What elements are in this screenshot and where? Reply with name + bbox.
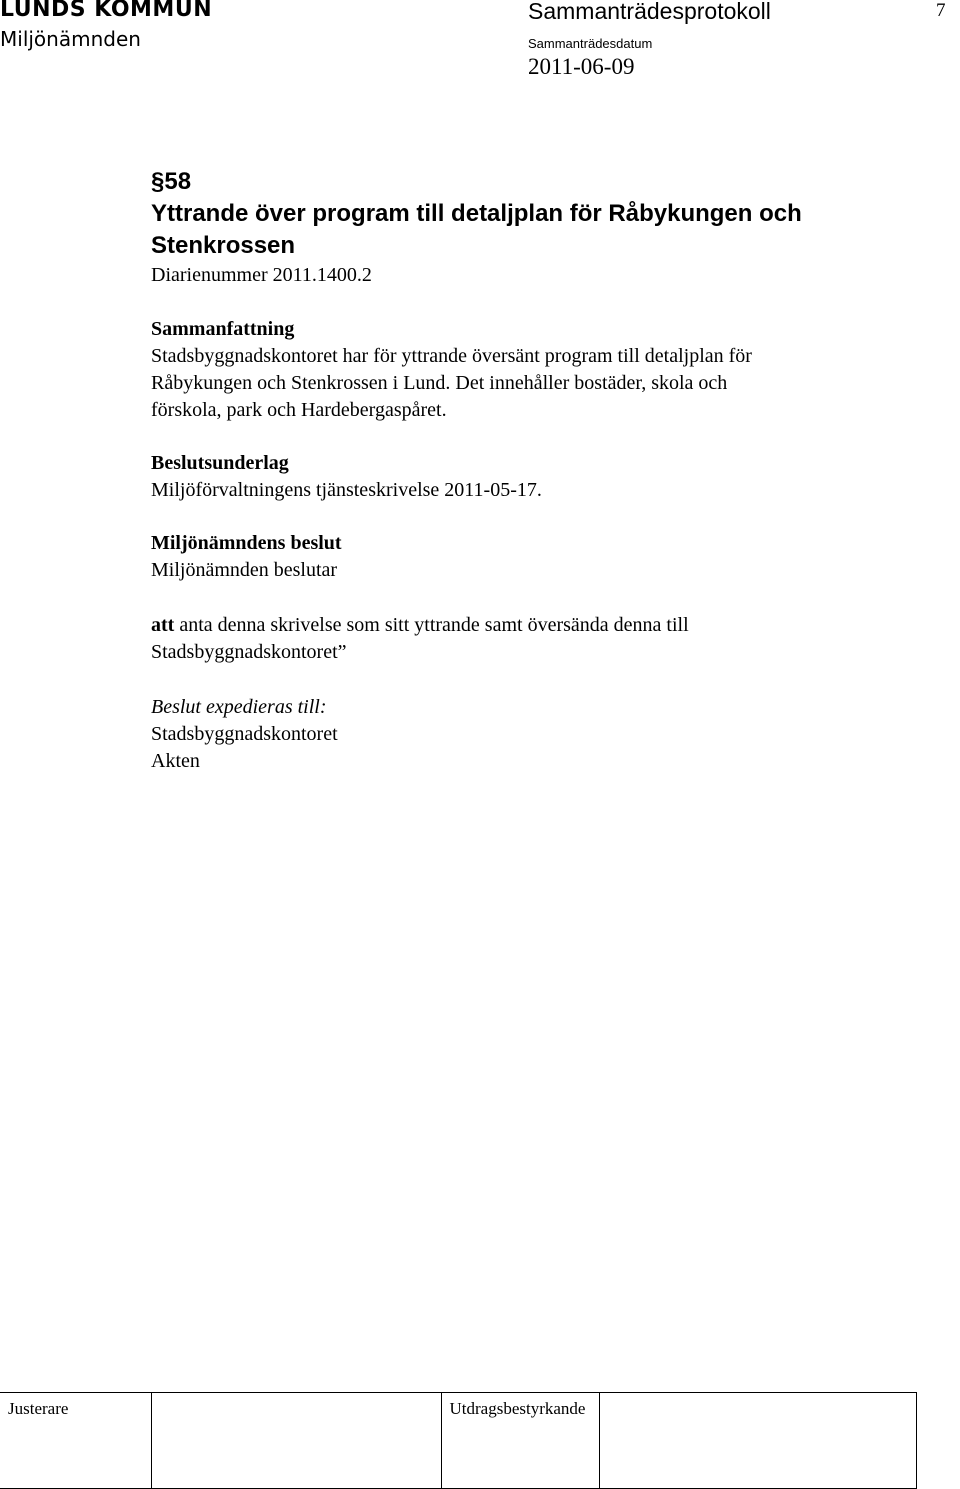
summary-line-1: Stadsbyggnadskontoret har för yttrande översänt program till detaljplan för [151, 345, 752, 367]
page-number: 7 [936, 0, 946, 21]
document-type: Sammanträdesprotokoll [528, 0, 771, 24]
decision-intro: Miljönämnden beslutar [151, 559, 338, 581]
diary-number: Diarienummer 2011.1400.2 [151, 264, 372, 286]
certification-label: Utdragsbestyrkande [441, 1393, 599, 1489]
decision-heading: Miljönämndens beslut [151, 532, 342, 554]
protocol-section [151, 166, 931, 775]
section-number: §58 [151, 168, 192, 195]
summary-heading: Sammanfattning [151, 318, 295, 340]
committee-name: Miljönämnden [0, 27, 141, 51]
basis-heading: Beslutsunderlag [151, 452, 289, 474]
section-title: Yttrande över program till detaljplan för Råbykungen och Stenkrossen [151, 200, 802, 259]
org-name: LUNDS KOMMUN [0, 0, 213, 22]
signature-table [0, 1392, 917, 1489]
decision-text: anta denna skrivelse som sitt yttrande samt översända denna till [174, 614, 689, 636]
meeting-date-label: Sammanträdesdatum [528, 36, 653, 51]
adjuster-label: Justerare [0, 1393, 151, 1489]
dispatch-heading: Beslut expedieras till: [151, 696, 327, 718]
att-keyword: att [151, 614, 175, 636]
summary-line-3: förskola, park och Hardebergaspåret. [151, 399, 447, 421]
dispatch-item: Akten [151, 750, 200, 772]
meeting-date: 2011-06-09 [528, 54, 635, 79]
basis-text: Miljöförvaltningens tjänsteskrivelse 2011-05-17. [151, 479, 542, 501]
summary-line-2: Råbykungen och Stenkrossen i Lund. Det innehåller bostäder, skola och [151, 372, 728, 394]
adjuster-signature-field [151, 1393, 441, 1489]
dispatch-item: Stadsbyggnadskontoret [151, 723, 338, 745]
decision-line-2: Stadsbyggnadskontoret” [151, 641, 347, 663]
decision-clause [151, 612, 931, 639]
certification-signature-field [599, 1393, 916, 1489]
